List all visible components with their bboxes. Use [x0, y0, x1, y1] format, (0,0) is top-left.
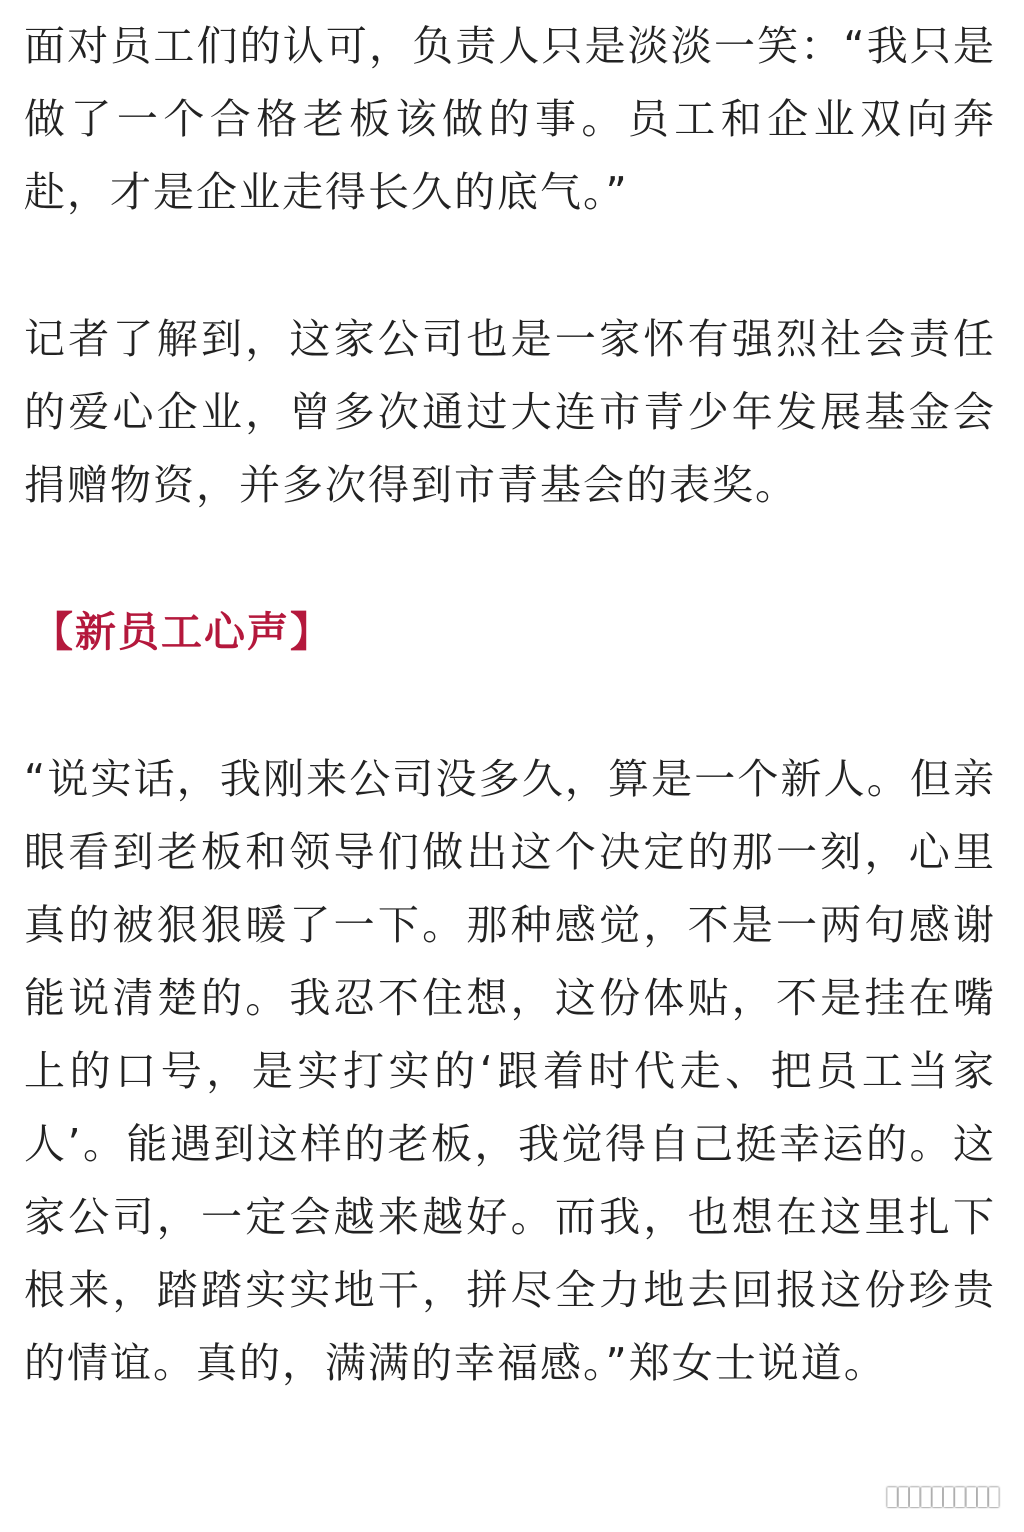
paragraph-company-charity: 记者了解到，这家公司也是一家怀有强烈社会责任的爱心企业，曾多次通过大连市青少年发展基金会捐赠物资，并多次得到市青基会的表奖。 — [24, 315, 996, 509]
article-body — [24, 10, 996, 1400]
watermark-logo: ▮▮▮▮▮▮▮▮▮▮ — [884, 1481, 998, 1511]
paragraph-owner-response: 面对员工们的认可，负责人只是淡淡一笑：“我只是做了一个合格老板该做的事。员工和企业双向奔赴，才是企业走得长久的底气。” — [24, 22, 996, 216]
paragraph-employee-quote: “说实话，我刚来公司没多久，算是一个新人。但亲眼看到老板和领导们做出这个决定的那一刻，心里真的被狠狠暖了一下。那种感觉，不是一两句感谢能说清楚的。我忍不住想，这份体贴，不是挂在嘴上的口号，是实打实的‘跟着时代走、把员工当家人’。能遇到这样的老板，我觉得自己挺幸运的。这家公司，一定会越来越好。而我，也想在这里扎下根来，踏踏实实地干，拼尽全力地去回报这份珍贵的情谊。真的，满满的幸福感。”郑女士说道。 — [24, 755, 996, 1387]
section-heading-new-employee-voice: 【新员工心声】 — [32, 608, 333, 656]
